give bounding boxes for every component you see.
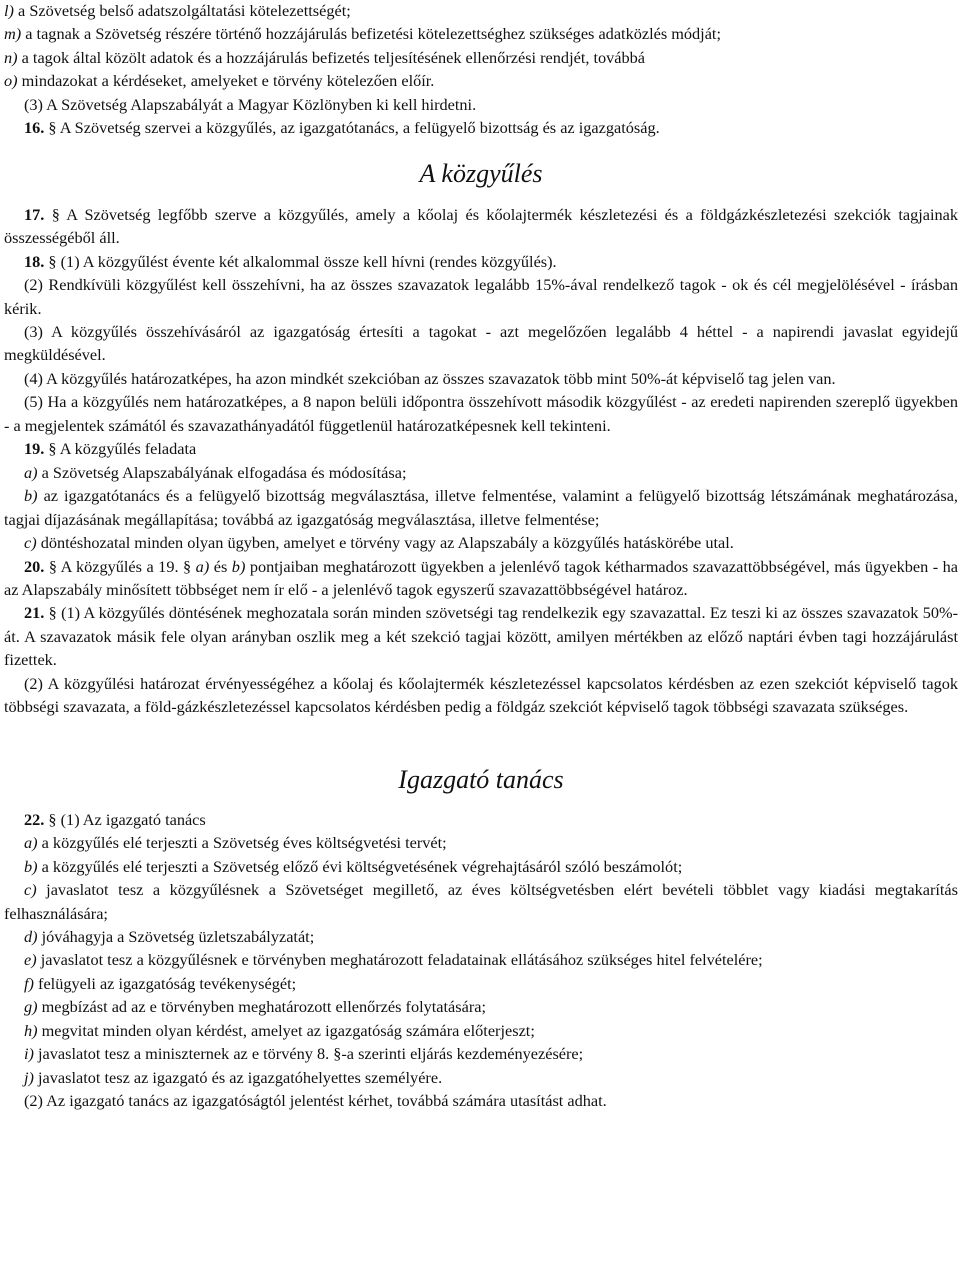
section-22-item: e) javaslatot tesz a közgyűlésnek e törvényben meghatározott feladatainak ellátásához szükséges hitel felvételére; — [24, 950, 763, 970]
section-19-c: c) döntéshozatal minden olyan ügyben, amelyet e törvény vagy az Alapszabály a közgyűlés hatáskörébe utal. — [24, 533, 734, 553]
section-19-a: a) a Szövetség Alapszabályának elfogadása és módosítása; — [24, 462, 407, 482]
section-22-item: h) megvitat minden olyan kérdést, amelyet az igazgatóság számára előterjeszt; — [24, 1020, 535, 1040]
section-19-title: 19. § A közgyűlés feladata — [24, 439, 197, 459]
section-22-item: b) a közgyűlés elé terjeszti a Szövetség előző évi költségvetésének végrehajtásáról szóló beszámolót; — [24, 856, 683, 876]
heading-kozgyules: A közgyűlés — [419, 158, 543, 188]
section-22-item: j) javaslatot tesz az igazgató és az igazgatóhelyettes személyére. — [24, 1067, 443, 1087]
section-20: 20. § A közgyűlés a 19. § a) és b) pontjaiban meghatározott ügyekben a jelenlévő tagok kétharmados szavazattöbbségével, más ügyekben - ha az Alapszabály minősített többséget nem ír elő - a jelenlévő tagok egyszerű szavazattöbbségével határoz. — [4, 556, 959, 599]
section-22-2: (2) Az igazgató tanács az igazgatóságtól jelentést kérhet, továbbá számára utasítást adhat. — [24, 1091, 607, 1111]
item-m: m) a tagnak a Szövetség részére történő hozzájárulás befizetési kötelezettséghez szükséges adatközlés módját; — [4, 24, 721, 44]
section-22-item: f) felügyeli az igazgatóság tevékenységét; — [24, 973, 297, 993]
section-17: 17. § A Szövetség legfőbb szerve a közgyűlés, amely a kőolaj és kőolajtermék készletezési és a földgázkészletezési szekciók tagjainak összességéből áll. — [4, 204, 958, 248]
paragraph-15-3: (3) A Szövetség Alapszabályát a Magyar Közlönyben ki kell hirdetni. — [24, 94, 477, 114]
section-21-2: (2) A közgyűlési határozat érvényességéhez a kőolaj és kőolajtermék készletezéssel kapcsolatos kérdésben az ezen szekciót képviselő tagok többségi szavazata, a föld-gázkészletezéssel kapcsolatos kérdésben pedig a földgáz szekciót képviselő tagok többségi szavazata szükséges. — [4, 673, 958, 717]
section-22-1: 22. § (1) Az igazgató tanács — [24, 809, 206, 829]
section-18-4: (4) A közgyűlés határozatképes, ha azon mindkét szekcióban az összes szavazatok több mint 50%-át képviselő tag jelen van. — [24, 368, 836, 388]
section-18-5: (5) Ha a közgyűlés nem határozatképes, a 8 napon belüli időpontra összehívott második közgyűlést - az eredeti napirenden szereplő ügyekben - a megjelentek számától és szavazathányadától függetlenül határozatképesnek kell tekinteni. — [4, 392, 958, 435]
section-18-2: (2) Rendkívüli közgyűlést kell összehívni, ha az összes szavazatok legalább 15%-ával rendelkező tagok - ok és cél megjelölésével - írásban kérik. — [4, 275, 958, 318]
heading-igazgato-tanacs: Igazgató tanács — [398, 764, 564, 794]
document-page — [4, 0, 958, 1113]
section-18-1: 18. § (1) A közgyűlést évente két alkalommal össze kell hívni (rendes közgyűlés). — [24, 251, 557, 271]
item-o: o) mindazokat a kérdéseket, amelyeket e törvény kötelezően előír. — [4, 71, 435, 91]
section-19-b: b) az igazgatótanács és a felügyelő bizottság megválasztása, illetve felmentése, valamint a felügyelő bizottság létszámának meghatározása, tagjai díjazásának megállapítása; továbbá az igazgatóság megválasztása, illetve felmentése; — [4, 486, 958, 529]
section-22-item: c) javaslatot tesz a közgyűlésnek a Szövetséget megillető, az éves költségvetésben elért bevételi többlet vagy kiadási megtakarítás felhasználására; — [4, 880, 958, 923]
section-22-item: g) megbízást ad az e törvényben meghatározott ellenőrzés folytatására; — [24, 997, 486, 1017]
section-22-item: i) javaslatot tesz a miniszternek az e törvény 8. §-a szerinti eljárás kezdeményezésére; — [24, 1044, 584, 1064]
item-n: n) a tagok által közölt adatok és a hozzájárulás befizetés teljesítésének ellenőrzési rendjét, továbbá — [4, 47, 646, 67]
section-22-item: d) jóváhagyja a Szövetség üzletszabályzatát; — [24, 926, 315, 946]
section-21-1: 21. § (1) A közgyűlés döntésének meghozatala során minden szövetségi tag rendelkezik egy szavazattal. Ez teszi ki az összes szavazatok 50%-át. A szavazatok másik fele olyan arányban oszlik meg a két szekció tagjai között, amilyen mértékben az előző naptári évben tagi hozzájárulást fizettek. — [4, 603, 958, 670]
section-16: 16. § A Szövetség szervei a közgyűlés, az igazgatótanács, a felügyelő bizottság és az igazgatóság. — [24, 118, 660, 138]
section-22-item: a) a közgyűlés elé terjeszti a Szövetség éves költségvetési tervét; — [24, 833, 447, 853]
section-18-3: (3) A közgyűlés összehívásáról az igazgatóság értesíti a tagokat - azt megelőzően legalább 4 héttel - a napirendi javaslat egyidejű megküldésével. — [4, 321, 958, 365]
item-l: l) a Szövetség belső adatszolgáltatási kötelezettségét; — [4, 1, 351, 20]
